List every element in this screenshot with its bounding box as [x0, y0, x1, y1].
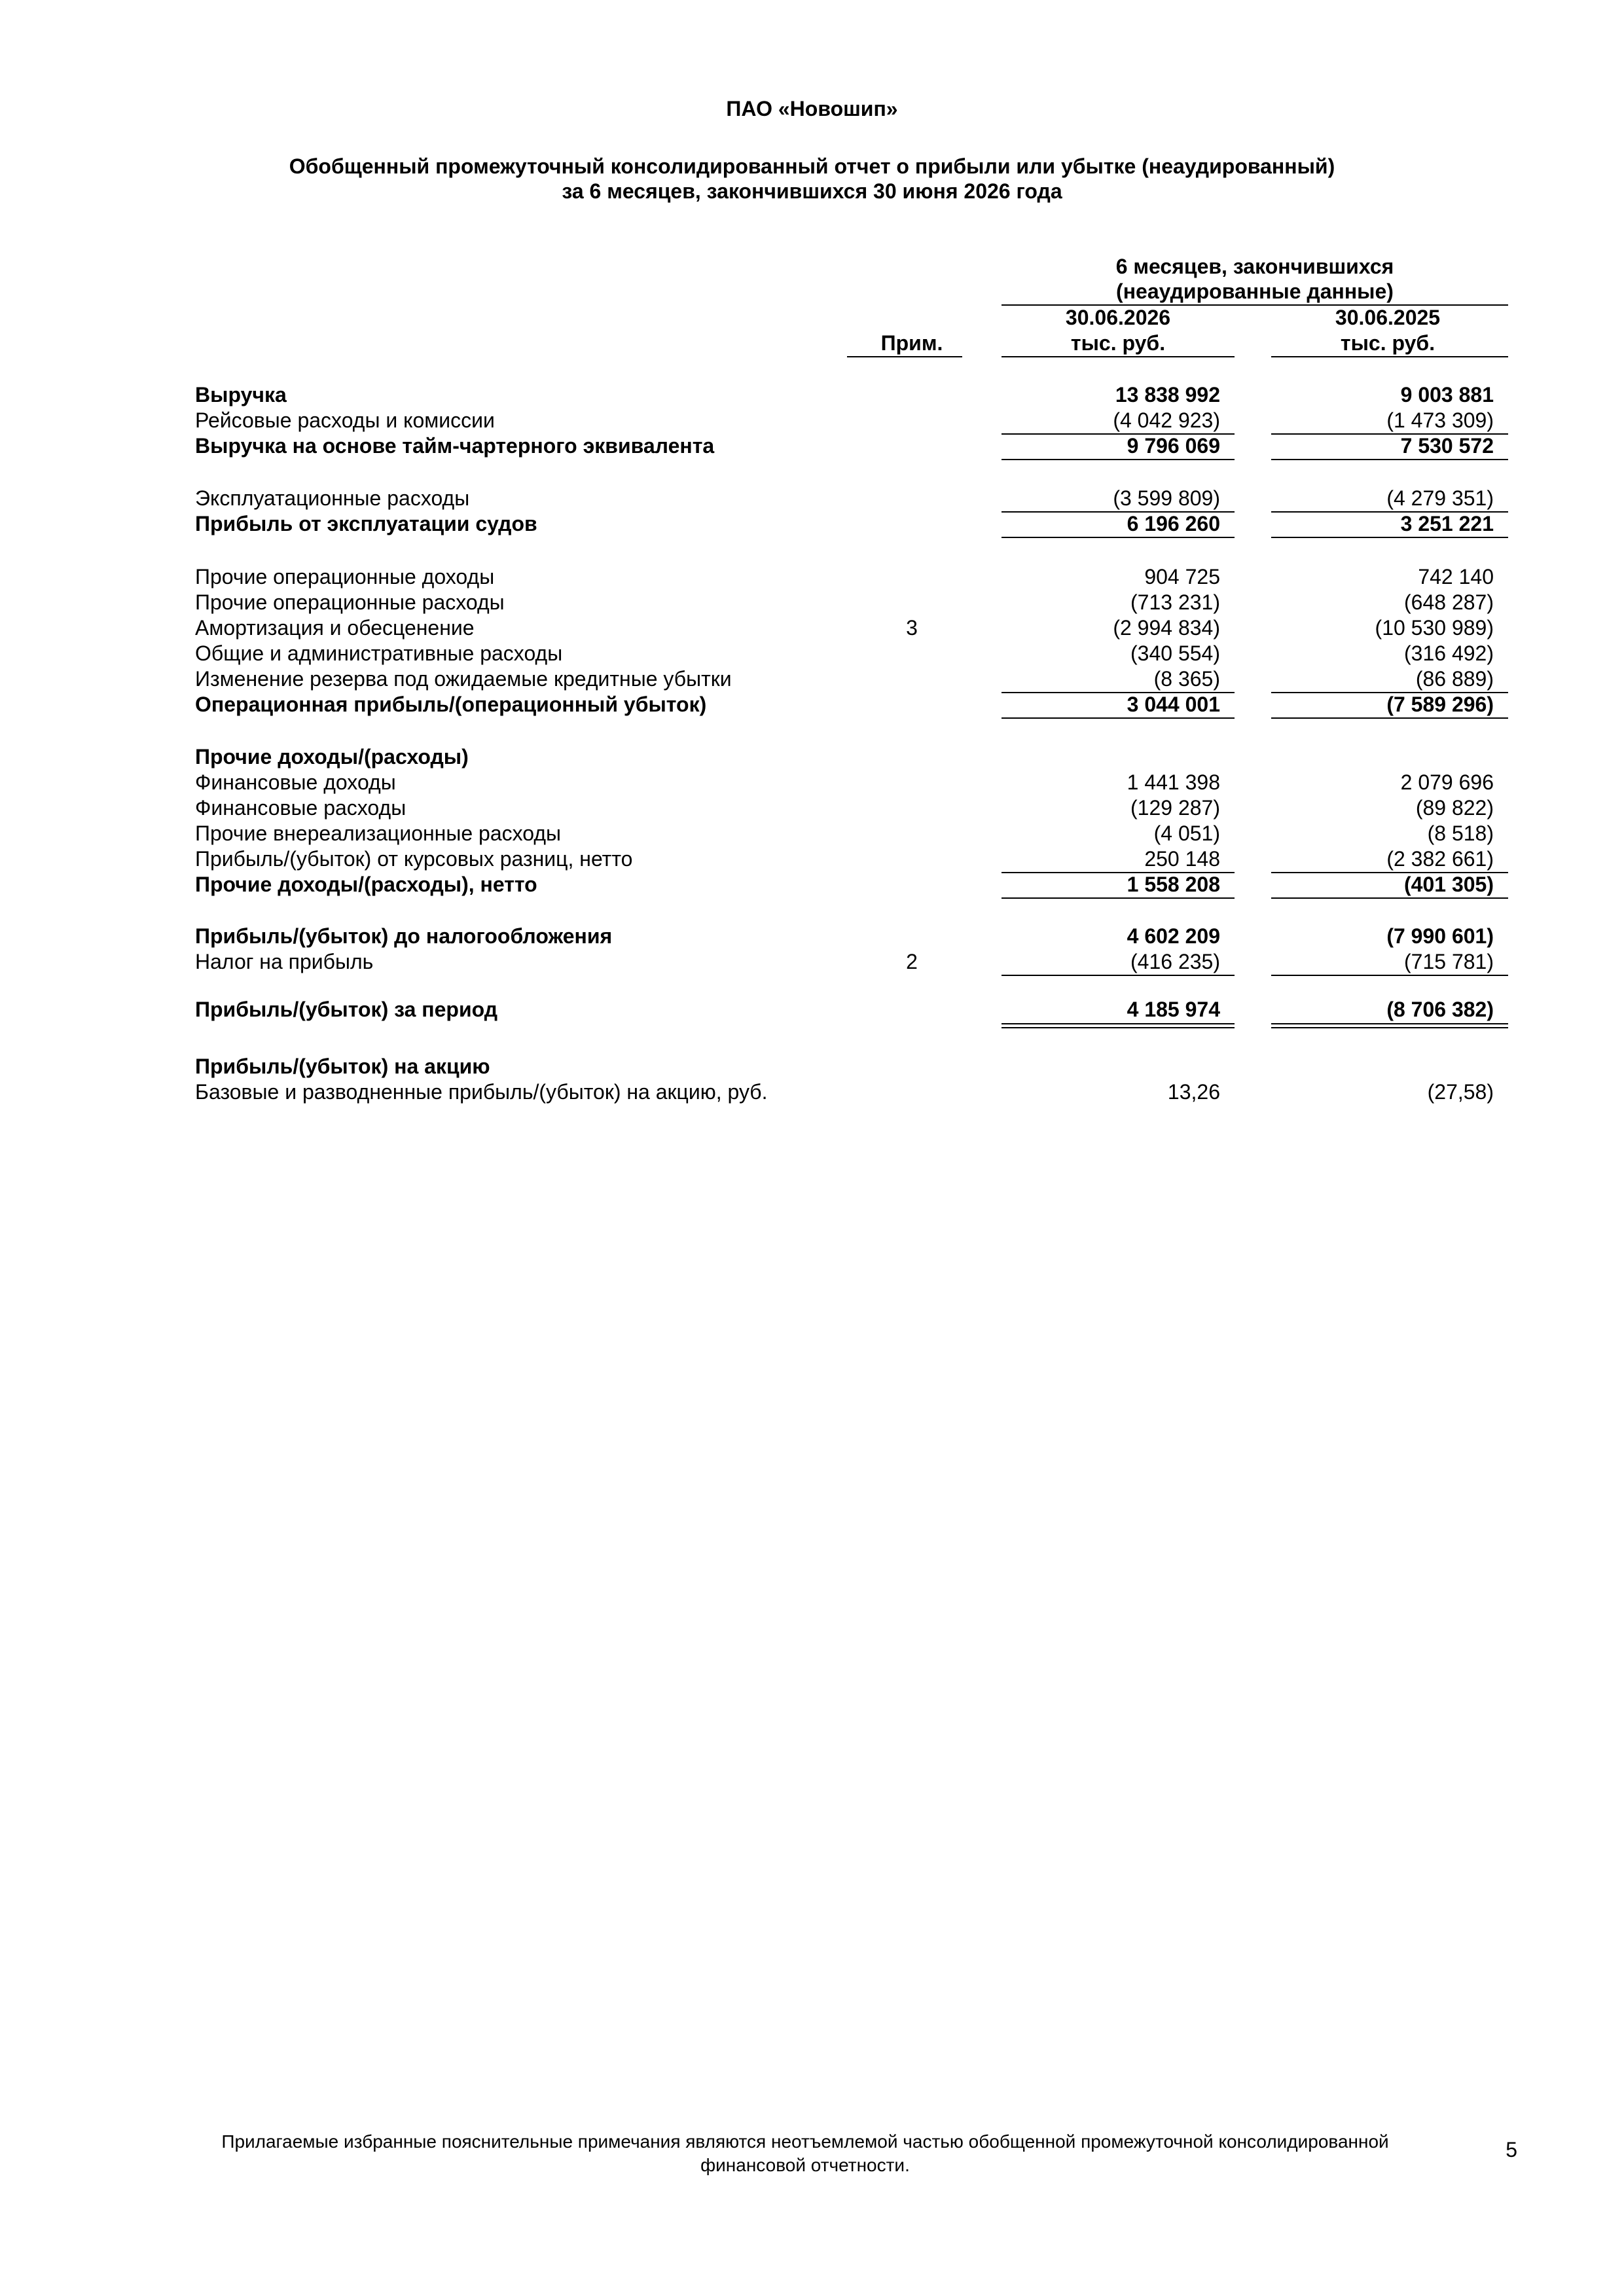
row-income-tax	[0, 949, 1624, 975]
row-other-income-net	[0, 872, 1624, 897]
row-general-admin-expenses	[0, 641, 1624, 666]
row-profit-before-tax	[0, 924, 1624, 949]
row-label: Прибыль/(убыток) на акцию	[195, 1055, 490, 1078]
col1-date: 30.06.2026	[1065, 306, 1171, 329]
total-rule	[1271, 717, 1508, 719]
double-total-rule	[1001, 1027, 1235, 1028]
total-rule	[1001, 537, 1235, 538]
row-value-2026: 1 558 208	[1127, 873, 1220, 896]
row-label: Прибыль/(убыток) до налогообложения	[195, 924, 613, 948]
row-value-2025: (1 473 309)	[1386, 408, 1494, 432]
row-value-2025: 3 251 221	[1400, 512, 1494, 535]
row-value-2026: (713 231)	[1130, 590, 1220, 614]
row-value-2026: 3 044 001	[1127, 693, 1220, 716]
row-value-2026: 904 725	[1144, 565, 1220, 588]
row-value-2025: (89 822)	[1415, 796, 1494, 820]
col1-header-rule	[1001, 356, 1235, 357]
row-finance-income	[0, 770, 1624, 795]
subtotal-rule	[1001, 975, 1235, 976]
row-value-2025: (27,58)	[1427, 1080, 1494, 1104]
row-value-2026: 4 602 209	[1127, 924, 1220, 948]
row-label: Выручка на основе тайм-чартерного эквивалента	[195, 434, 715, 458]
row-depreciation-impairment	[0, 615, 1624, 641]
row-label: Изменение резерва под ожидаемые кредитные убытки	[195, 667, 732, 691]
col2-unit: тыс. руб.	[1340, 331, 1435, 355]
row-label: Выручка	[195, 383, 287, 407]
total-rule	[1271, 537, 1508, 538]
row-note: 2	[906, 950, 918, 973]
row-value-2026: (129 287)	[1130, 796, 1220, 820]
row-label: Операционная прибыль/(операционный убыток)	[195, 693, 707, 716]
row-value-2025: 2 079 696	[1400, 770, 1494, 794]
row-label: Рейсовые расходы и комиссии	[195, 408, 495, 432]
row-tce-revenue	[0, 433, 1624, 459]
row-value-2025: (401 305)	[1404, 873, 1494, 896]
total-rule	[1001, 459, 1235, 460]
footer-note-line2: финансовой отчетности.	[700, 2155, 910, 2175]
row-revenue	[0, 382, 1624, 408]
note-header-rule	[847, 356, 962, 357]
row-label: Прибыль от эксплуатации судов	[195, 512, 537, 535]
row-value-2026: (340 554)	[1130, 642, 1220, 665]
footer-note-line1: Прилагаемые избранные пояснительные примечания являются неотъемлемой частью обобщенной промежуточной консолидированной	[221, 2131, 1389, 2152]
row-value-2026: (416 235)	[1130, 950, 1220, 973]
row-value-2026: 1 441 398	[1127, 770, 1220, 794]
row-value-2026: (2 994 834)	[1113, 616, 1220, 640]
row-value-2026: 6 196 260	[1127, 512, 1220, 535]
col2-date: 30.06.2025	[1335, 306, 1441, 329]
row-value-2026: (8 365)	[1153, 667, 1220, 691]
total-rule	[1271, 459, 1508, 460]
row-other-operating-income	[0, 564, 1624, 590]
row-value-2025: 9 003 881	[1400, 383, 1494, 407]
row-label: Финансовые доходы	[195, 770, 396, 794]
row-label: Прочие доходы/(расходы), нетто	[195, 873, 537, 896]
row-label: Прочие операционные расходы	[195, 590, 505, 614]
row-label: Прочие операционные доходы	[195, 565, 495, 588]
total-rule	[1001, 897, 1235, 899]
col2-header-rule	[1271, 356, 1508, 357]
row-label: Прибыль/(убыток) за период	[195, 998, 498, 1021]
row-value-2025: (648 287)	[1404, 590, 1494, 614]
row-value-2025: (10 530 989)	[1375, 616, 1494, 640]
row-value-2026: 13,26	[1167, 1080, 1220, 1104]
row-eps-heading	[0, 1054, 1624, 1079]
row-operating-expenses	[0, 486, 1624, 511]
row-label: Эксплуатационные расходы	[195, 486, 470, 510]
row-other-income-heading	[0, 744, 1624, 770]
period-header-line2: (неаудированные данные)	[1116, 280, 1394, 303]
row-value-2026: (4 042 923)	[1113, 408, 1220, 432]
row-value-2025: (715 781)	[1404, 950, 1494, 973]
row-value-2025: (8 706 382)	[1386, 998, 1494, 1021]
row-other-operating-expenses	[0, 590, 1624, 615]
note-column-header: Прим.	[880, 331, 943, 355]
row-value-2025: (316 492)	[1404, 642, 1494, 665]
row-value-2025: (8 518)	[1427, 822, 1494, 845]
double-total-rule	[1271, 1027, 1508, 1028]
double-total-rule	[1271, 1023, 1508, 1024]
row-label: Общие и административные расходы	[195, 642, 563, 665]
row-value-2026: 9 796 069	[1127, 434, 1220, 458]
footer-note	[164, 2130, 1447, 2177]
row-profit-for-period	[0, 997, 1624, 1022]
row-voyage-expenses	[0, 408, 1624, 433]
total-rule	[1271, 897, 1508, 899]
row-label: Финансовые расходы	[195, 796, 406, 820]
company-name: ПАО «Новошип»	[726, 97, 898, 120]
row-value-2026: 250 148	[1144, 847, 1220, 871]
row-value-2026: 13 838 992	[1115, 383, 1220, 407]
row-non-operating-expenses	[0, 821, 1624, 846]
row-value-2026: 4 185 974	[1127, 998, 1220, 1021]
page-number: 5	[1506, 2138, 1517, 2161]
row-label: Прочие внереализационные расходы	[195, 822, 562, 845]
row-label: Базовые и разводненные прибыль/(убыток) на акцию, руб.	[195, 1080, 768, 1104]
row-ecl-allowance-change	[0, 666, 1624, 692]
row-value-2025: (7 990 601)	[1386, 924, 1494, 948]
row-label: Прибыль/(убыток) от курсовых разниц, нетто	[195, 847, 633, 871]
row-value-2025: 742 140	[1418, 565, 1494, 588]
row-value-2026: (4 051)	[1153, 822, 1220, 845]
row-label: Амортизация и обесценение	[195, 616, 475, 640]
row-operating-profit	[0, 692, 1624, 717]
row-note: 3	[906, 616, 918, 640]
subtotal-rule	[1271, 975, 1508, 976]
report-title: Обобщенный промежуточный консолидированный отчет о прибыли или убытке (неаудированный)	[289, 154, 1335, 178]
row-value-2025: 7 530 572	[1400, 434, 1494, 458]
row-value-2025: (4 279 351)	[1386, 486, 1494, 510]
row-label: Прочие доходы/(расходы)	[195, 745, 469, 768]
row-fx-gain-loss	[0, 846, 1624, 872]
row-vessel-profit	[0, 511, 1624, 537]
double-total-rule	[1001, 1023, 1235, 1024]
row-value-2025: (7 589 296)	[1386, 693, 1494, 716]
report-period: за 6 месяцев, закончившихся 30 июня 2026 года	[562, 179, 1062, 203]
row-basic-diluted-eps	[0, 1079, 1624, 1105]
row-finance-costs	[0, 795, 1624, 821]
row-value-2026: (3 599 809)	[1113, 486, 1220, 510]
row-label: Налог на прибыль	[195, 950, 374, 973]
col1-unit: тыс. руб.	[1070, 331, 1166, 355]
period-header-line1: 6 месяцев, закончившихся	[1115, 255, 1394, 278]
row-value-2025: (86 889)	[1415, 667, 1494, 691]
row-value-2025: (2 382 661)	[1386, 847, 1494, 871]
total-rule	[1001, 717, 1235, 719]
